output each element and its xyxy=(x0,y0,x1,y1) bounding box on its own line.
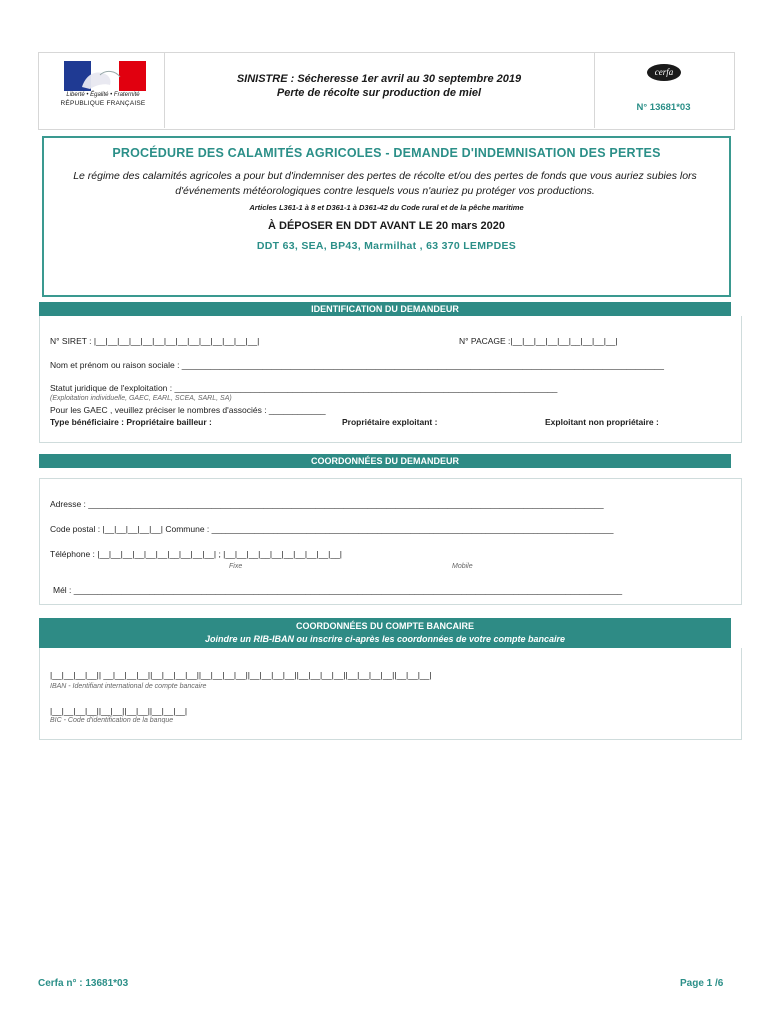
legal-articles: Articles L361-1 à 8 et D361-1 à D361-42 du Code rural et de la pêche maritime xyxy=(249,203,524,212)
bank-box xyxy=(39,648,742,740)
postal-code-commune-field[interactable]: Code postal : |__|__|__|__|__| Commune : _____________________________________________________________________________________ xyxy=(50,524,614,534)
iban-field[interactable]: |__|__|__|__|| __|__|__|__||__|__|__|__||__|__|__|__||__|__|__|__||__|__|__|__||__|__|__|__||__|__|__| xyxy=(50,670,432,680)
address-field[interactable]: Adresse : _____________________________________________________________________________________________________________ xyxy=(50,499,604,509)
phone-mobile-label: Mobile xyxy=(452,563,473,570)
cerfa-number: N° 13681*03 xyxy=(636,102,691,113)
beneficiary-type-non-owner[interactable]: Exploitant non propriétaire : xyxy=(545,417,659,427)
pacage-field[interactable]: N° PACAGE :|__|__|__|__|__|__|__|__|__| xyxy=(459,336,618,346)
procedure-title: PROCÉDURE DES CALAMITÉS AGRICOLES - DEMANDE D'INDEMNISATION DES PERTES xyxy=(112,146,661,160)
sinistre-line: SINISTRE : Sécheresse 1er avril au 30 septembre 2019 xyxy=(236,73,522,85)
bank-heading-title: COORDONNÉES DU COMPTE BANCAIRE xyxy=(295,621,474,631)
ddt-address: DDT 63, SEA, BP43, Marmilhat , 63 370 LEMPDES xyxy=(256,240,517,252)
footer-cerfa-number: Cerfa n° : 13681*03 xyxy=(38,978,129,989)
page-number: Page 1 /6 xyxy=(680,978,724,989)
bank-heading xyxy=(39,618,731,648)
legal-status-hint: (Exploitation individuelle, GAEC, EARL, SCEA, SARL, SA) xyxy=(50,395,232,402)
email-field[interactable]: Mél : ____________________________________________________________________________________________________________________ xyxy=(53,585,623,595)
bic-field[interactable]: |__|__|__|__||__|__||__|__||__|__|__| xyxy=(50,706,188,716)
perte-line: Perte de récolte sur production de miel xyxy=(276,87,482,99)
bank-heading-subtitle: Joindre un RIB-IBAN ou inscrire ci-après les coordonnées de votre compte bancaire xyxy=(204,634,566,644)
marianne-flag-icon xyxy=(64,61,146,91)
sinistre-title xyxy=(164,72,594,100)
iban-hint: IBAN - Identifiant international de compte bancaire xyxy=(50,683,207,690)
procedure-box xyxy=(42,136,731,297)
siret-field[interactable]: N° SIRET : |__|__|__|__|__|__|__|__|__|__|__|__|__|__| xyxy=(50,336,260,346)
republique-logo xyxy=(38,52,165,128)
identification-heading: IDENTIFICATION DU DEMANDEUR xyxy=(39,302,731,316)
phone-fixe-label: Fixe xyxy=(229,563,243,570)
beneficiary-type-owner-operator[interactable]: Propriétaire exploitant : xyxy=(342,417,438,427)
republic-name: RÉPUBLIQUE FRANÇAISE xyxy=(60,100,146,107)
contact-heading: COORDONNÉES DU DEMANDEUR xyxy=(39,454,731,468)
legal-status-field[interactable]: Statut juridique de l'exploitation : _________________________________________________________________________________ xyxy=(50,383,558,393)
name-field[interactable]: Nom et prénom ou raison sociale : ______________________________________________________________________________________________________ xyxy=(50,360,664,370)
cerfa-logo-icon: cerfa xyxy=(647,64,681,81)
republic-motto: Liberté • Égalité • Fraternité xyxy=(66,92,140,98)
procedure-description: Le régime des calamités agricoles a pour but d'indemniser des pertes de récolte et/ou des pertes de fonds que vous auriez subies lors d'événements météorologiques contre lesquels vous n'auriez pu protéger vos productions. xyxy=(73,170,697,197)
bic-hint: BIC - Code d'identification de la banque xyxy=(50,717,174,724)
phone-field[interactable]: Téléphone : |__|__|__|__|__|__|__|__|__|__| ; |__|__|__|__|__|__|__|__|__|__| xyxy=(50,549,343,559)
beneficiary-type-owner-lessor[interactable]: Type bénéficiaire : Propriétaire bailleur : xyxy=(50,417,212,427)
deposit-deadline: À DÉPOSER EN DDT AVANT LE 20 mars 2020 xyxy=(268,220,505,232)
gaec-associates-field[interactable]: Pour les GAEC , veuillez préciser le nombres d'associés : ____________ xyxy=(50,405,326,415)
